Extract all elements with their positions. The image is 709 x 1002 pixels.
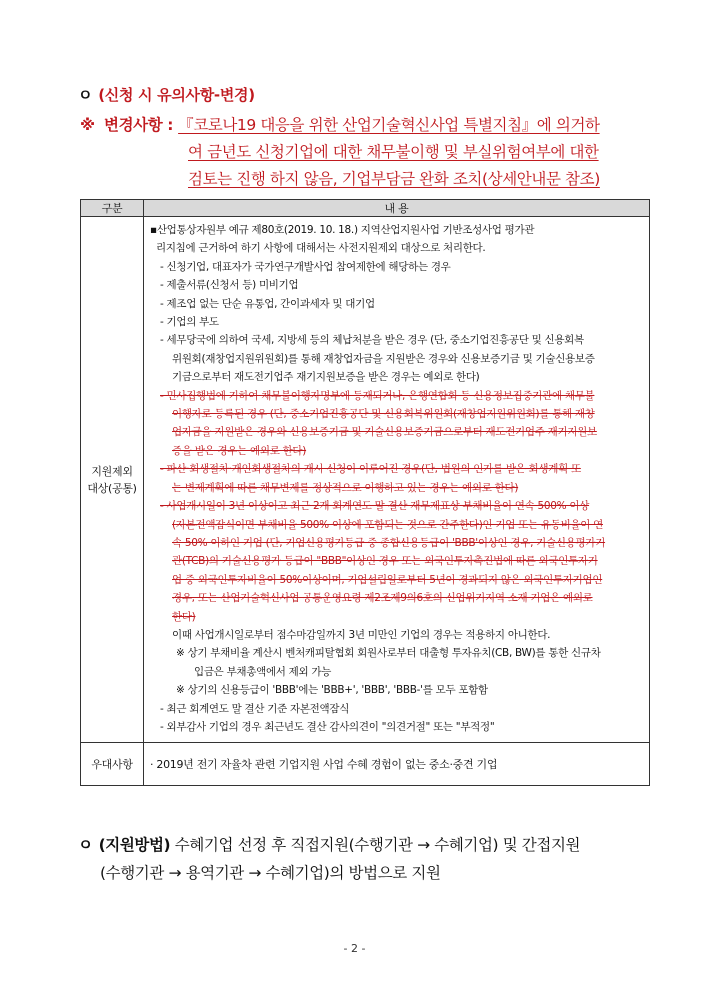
notice-label: 변경사항 : bbox=[104, 116, 179, 134]
notice-line-1: 『코로나19 대응을 위한 산업기술혁신사업 특별지침』에 의거하 bbox=[178, 116, 600, 134]
note-debt-ratio-cont: 입금은 부채총액에서 제외 가능 bbox=[194, 665, 332, 678]
heading-bullet: ㅇ bbox=[78, 86, 93, 104]
method-line-1: 수혜기업 선정 후 직접지원(수행기관 → 수혜기업) 및 간접지원 bbox=[170, 836, 581, 854]
list-item-equity: - 최근 회계연도 말 결산 기준 자본전액잠식 bbox=[160, 702, 350, 715]
page-number: - 2 - bbox=[343, 942, 366, 955]
section-heading bbox=[78, 84, 255, 105]
list-item-tax: - 세무당국에 의하여 국세, 지방세 등의 체납처분을 받은 경우 (단, 중소기업진흥공단 및 신용회복 bbox=[160, 334, 584, 347]
list-item: - 제조업 없는 단순 유통업, 간이과세자 및 대기업 bbox=[160, 297, 375, 310]
struck-item-credit: - 민사집행법에 기하여 채무불이행자명부에 등재되거나, 은행연합회 등 신용정보집중기관에 채무불 bbox=[160, 389, 595, 402]
eligibility-table bbox=[80, 199, 650, 786]
struck-item-credit-cont: 업자금을 지원받은 경우와 신용보증기금 및 기술신용보증기금으로부터 재도전기업주 재기지원보 bbox=[172, 426, 597, 439]
struck-item-credit-cont: 이행자로 등록된 경우 (단, 중소기업진흥공단 및 신용회복위원회(재창업지원위원회)를 통해 재창 bbox=[172, 408, 595, 421]
struck-item-debt-ratio-cont: 속 50% 이하인 기업 (단, 기업신용평가등급 중 종합신용등급이 'BBB'이상인 경우, 기술신용평가기 bbox=[172, 536, 606, 549]
list-item-tax-cont: 위원회(재창업지원위원회)를 통해 재창업자금을 지원받은 경우와 신용보증기금 및 기술신용보증 bbox=[172, 352, 595, 365]
heading-text: (신청 시 유의사항-변경) bbox=[98, 86, 255, 104]
notice-line-2: 여 금년도 신청기업에 대한 채무불이행 및 부실위험여부에 대한 bbox=[188, 143, 599, 161]
row-category-exclusion bbox=[81, 217, 144, 743]
list-item: - 신청기업, 대표자가 국가연구개발사업 참여제한에 해당하는 경우 bbox=[160, 260, 451, 273]
category-line: 지원제외 bbox=[91, 464, 133, 478]
table-row bbox=[81, 217, 650, 743]
list-item: - 기업의 부도 bbox=[160, 316, 219, 329]
note-debt-ratio: ※ 상기 부채비율 계산시 벤처캐피탈협회 회원사로부터 대출형 투자유치(CB, BW)를 통한 신규차 bbox=[176, 647, 601, 660]
category-line: 대상(공통) bbox=[87, 481, 137, 495]
notice-mark: ※ bbox=[80, 116, 95, 134]
exclusion-content bbox=[144, 217, 650, 743]
struck-item-debt-ratio-cont: 경우, 또는 산업기술혁신사업 공통운영요령 제2조제9의6호의 신업위기지역 소재 기업은 예외로 bbox=[172, 592, 593, 605]
struck-item-bankruptcy: - 파산·회생절차·개인회생절차의 개시 신청이 이루어진 경우(단, 법원의 인가를 받은 회생계획 또 bbox=[160, 463, 581, 476]
struck-item-bankruptcy-cont: 는 변제계획에 따른 채무변제를 정상적으로 이행하고 있는 경우는 예외로 한다) bbox=[172, 481, 519, 494]
header-content: 내 용 bbox=[144, 200, 650, 217]
change-notice bbox=[80, 112, 660, 193]
struck-item-debt-ratio-cont: 관(TCB)의 기술신용평가 등급이 "BBB"이상인 경우 또는 외국인투자촉진법에 따른 외국인투자기 bbox=[172, 555, 598, 568]
list-item-audit: - 외부감사 기업의 경우 최근년도 결산 감사의견이 "의견거절" 또는 "부적정" bbox=[160, 720, 495, 733]
table-row bbox=[81, 743, 650, 786]
note-credit-grade: ※ 상기의 신용등급이 'BBB'에는 'BBB+', 'BBB', 'BBB-'를 모두 포함함 bbox=[176, 684, 488, 697]
struck-item-credit-cont: 증을 받은 경우는 예외로 한다) bbox=[172, 444, 307, 457]
row-category-preference: 우대사항 bbox=[81, 743, 144, 786]
intro-line: 리지침에 근거하여 하기 사항에 대해서는 사전지원제외 대상으로 처리한다. bbox=[156, 242, 486, 255]
method-label: (지원방법) bbox=[98, 836, 171, 854]
struck-item-debt-ratio-cont: 업 중 외국인투자비율이 50%이상이며, 기업설립일로부터 5년이 경과되지 않은 외국인투자기업인 bbox=[172, 573, 603, 586]
exception-note: 이때 사업개시일로부터 점수마감일까지 3년 미만인 기업의 경우는 적용하지 아니한다. bbox=[172, 628, 551, 641]
notice-line-3: 검토는 진행 하지 않음, 기업부담금 완화 조치(상세안내문 참조) bbox=[188, 170, 600, 188]
support-method bbox=[78, 831, 668, 887]
struck-item-debt-ratio: - 사업개시일이 3년 이상이고 최근 2개 회계연도 말 결산 재무제표상 부채비율이 연속 500% 이상 bbox=[160, 500, 590, 513]
table-header-row bbox=[81, 200, 650, 217]
preference-content: · 2019년 전기 자율차 관련 기업지원 사업 수혜 경험이 없는 중소·중견 기업 bbox=[144, 743, 650, 786]
list-item-tax-cont: 기금으로부터 재도전기업주 재기지원보증을 받은 경우는 예외로 한다) bbox=[172, 371, 480, 384]
method-bullet: ㅇ bbox=[78, 836, 93, 854]
struck-item-debt-ratio-cont: (자본전액잠식이면 부채비율 500% 이상에 포함되는 것으로 간주한다)인 기업 또는 유동비율이 연 bbox=[172, 518, 603, 531]
method-line-2: (수행기관 → 용역기관 → 수혜기업)의 방법으로 지원 bbox=[100, 864, 441, 882]
intro-line: ▪산업통상자원부 예규 제80호(2019. 10. 18.) 지역산업지원사업 기반조성사업 평가관 bbox=[150, 224, 535, 236]
header-category: 구분 bbox=[81, 200, 144, 217]
list-item: - 제출서류(신청서 등) 미비기업 bbox=[160, 279, 299, 292]
struck-item-debt-ratio-cont: 한다) bbox=[172, 610, 196, 623]
